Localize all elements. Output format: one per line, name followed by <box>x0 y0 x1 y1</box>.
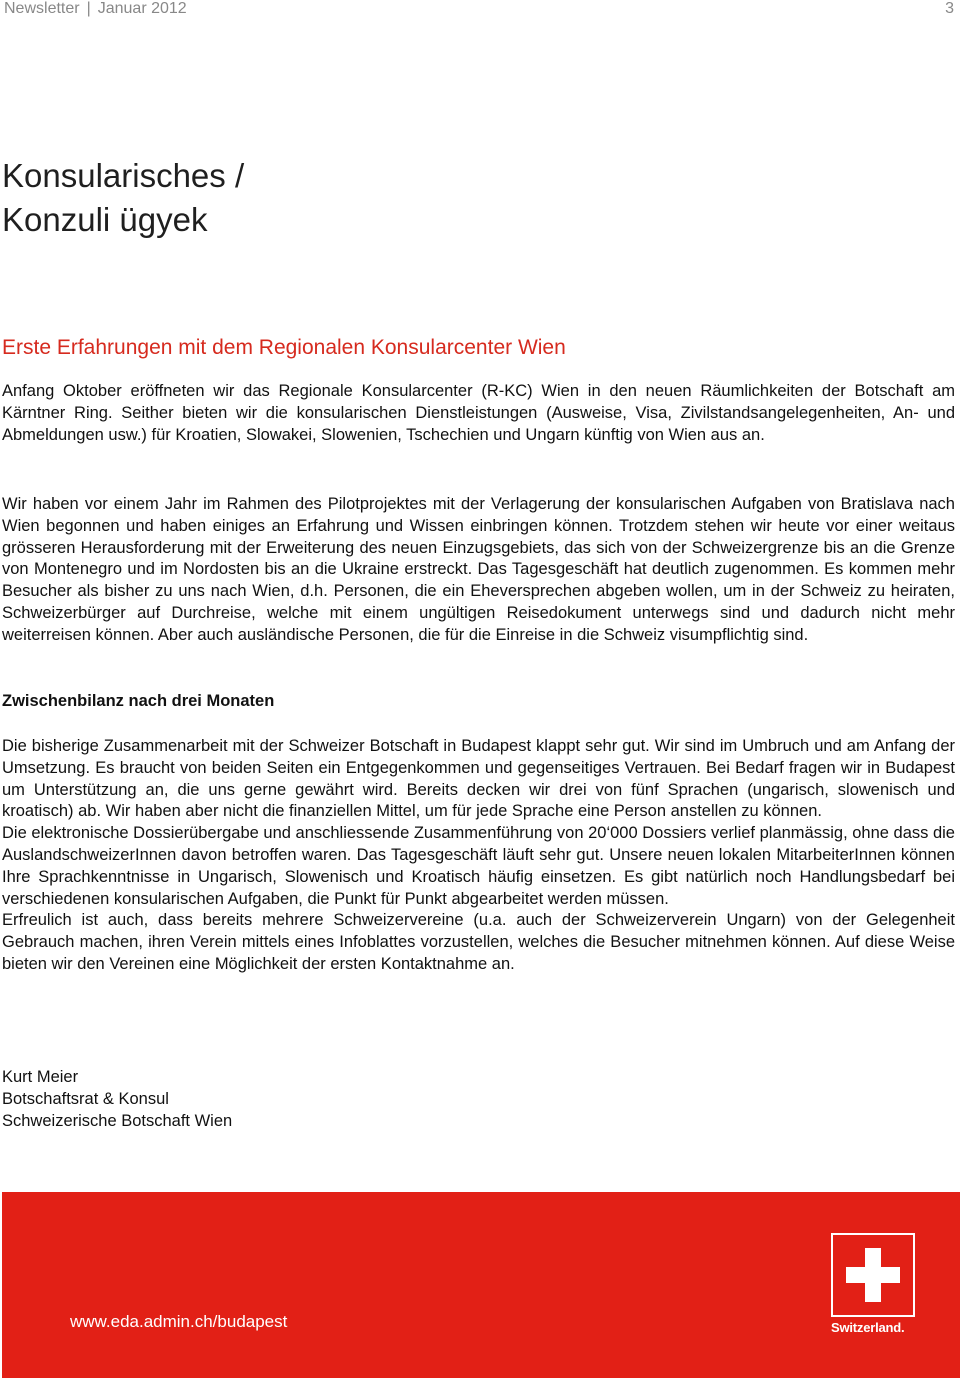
swiss-cross-icon <box>831 1233 915 1317</box>
paragraph-swiss-clubs: Erfreulich ist auch, dass bereits mehrere Schweizervereine (u.a. auch der Schweizerverein Ungarn) von der Gelegenheit Gebrauch machen, ihren Verein mittels eines Infoblattes vorzustellen, welches die Besucher mitnehmen können. Auf diese Weise bieten wir den Vereinen eine Möglichkeit der ersten Kontaktnahme an. <box>2 911 955 973</box>
page-number: 3 <box>945 0 954 17</box>
page-title-line-1: Konsularisches / <box>2 157 245 194</box>
paragraph-interim-report <box>2 736 955 976</box>
paragraph-intro: Anfang Oktober eröffneten wir das Regionale Konsularcenter (R-KC) Wien in den neuen Räumlichkeiten der Botschaft am Kärntner Ring. Seither bieten wir die konsularischen Dienstleistungen (Ausweise, Visa, Zivilstandsangelegenheiten, An- und Abmeldungen usw.) für Kroatien, Slowakei, Slowenien, Tschechien und Ungarn künftig von Wien aus an. <box>2 382 955 444</box>
header-title <box>4 0 187 18</box>
page-title-line-2: Konzuli ügyek <box>2 201 208 238</box>
header-separator: | <box>86 0 91 17</box>
newsletter-label: Newsletter <box>4 0 80 17</box>
newsletter-date: Januar 2012 <box>97 0 187 17</box>
footer-url-link[interactable]: www.eda.admin.ch/budapest <box>70 1312 288 1331</box>
section-title: Erste Erfahrungen mit dem Regionalen Konsularcenter Wien <box>2 336 566 359</box>
paragraph-experience: Wir haben vor einem Jahr im Rahmen des Pilotprojektes mit der Verlagerung der konsularischen Aufgaben von Bratislava nach Wien begonnen und haben einiges an Erfahrung und Wissen einbringen können. Trotzdem stehen wir heute vor einer weitaus grösseren Herausforderung mit der Erweiterung des neuen Einzugsgebiets, das sich von der Schweizergrenze bis an die Grenze von Montenegro und im Nordosten bis an die Ukraine erstreckt. Das Tagesgeschäft hat deutlich zugenommen. Es kommen mehr Besucher als bisher zu uns nach Wien, d.h. Personen, die ein Eheversprechen abgeben wollen, um in der Schweiz zu heiraten, Schweizerbürger auf Durchreise, welche mit einem ungültigen Reisedokument unterwegs sind und dadurch nicht mehr weiterreisen können. Aber auch ausländische Personen, die für die Einreise in die Schweiz visumpflichtig sind. <box>2 495 955 644</box>
subheading: Zwischenbilanz nach drei Monaten <box>2 692 275 710</box>
page-header <box>4 0 954 22</box>
footer-banner <box>2 1192 960 1378</box>
switzerland-logo-text: Switzerland. <box>831 1320 905 1335</box>
signature-block <box>2 1067 232 1132</box>
signature-role: Botschaftsrat & Konsul <box>2 1089 169 1108</box>
paragraph-cooperation: Die bisherige Zusammenarbeit mit der Schweizer Botschaft in Budapest klappt sehr gut. Wir sind im Umbruch und am Anfang der Umsetzung. Es braucht von beiden Seiten ein Entgegenkommen und gegenseitiges Vertrauen. Bei Bedarf fragen wir in Budapest um Unterstützung an, die uns gerne gewährt wird. Bereits decken wir drei von fünf Sprachen (ungarisch, slowenisch und kroatisch) ab. Wir haben aber nicht die finanziellen Mittel, um für jede Sprache eine Person anstellen zu können. <box>2 737 955 821</box>
page-title <box>2 154 244 242</box>
signature-institution: Schweizerische Botschaft Wien <box>2 1111 233 1130</box>
paragraph-dossier-transfer: Die elektronische Dossierübergabe und anschliessende Zusammenführung von 20‘000 Dossiers verlief planmässig, ohne dass die AuslandschweizerInnen davon betroffen waren. Das Tagesgeschäft läuft sehr gut. Unsere neuen lokalen MitarbeiterInnen können Ihre Sprachkenntnisse in Ungarisch, Slowenisch und Kroatisch häufig einsetzen. Es gibt natürlich noch Handlungsbedarf bei verschiedenen konsularischen Aufgaben, die Punkt für Punkt abgearbeitet werden müssen. <box>2 824 955 908</box>
signature-name: Kurt Meier <box>2 1068 79 1086</box>
